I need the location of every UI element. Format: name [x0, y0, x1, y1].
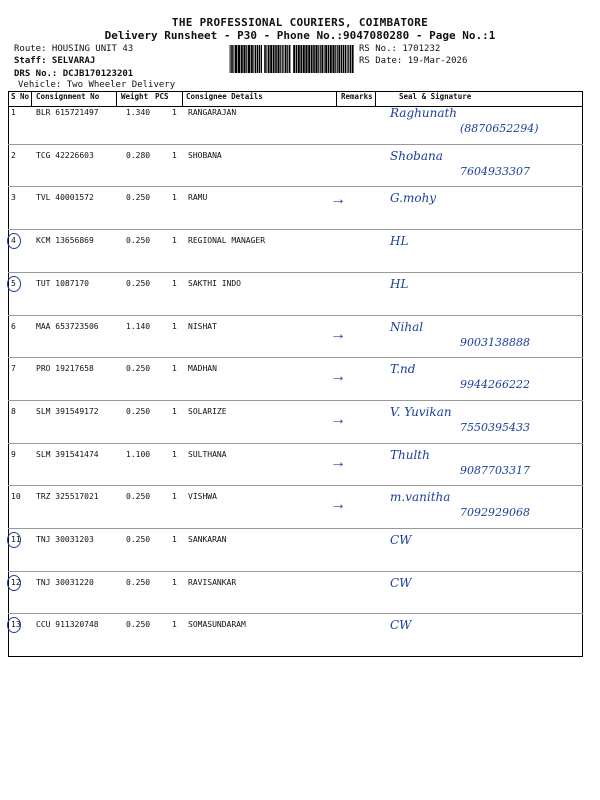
signature-name: CW [390, 575, 412, 590]
row-separator [8, 485, 583, 486]
cell-pcs: 1 [172, 364, 177, 374]
signature-name: Raghunath [390, 106, 458, 120]
cell-consignee: SHOBANA [188, 150, 222, 160]
rs-no-label: RS No.: 1701232 [359, 44, 441, 54]
col-header-seal: Seal & Signature [399, 92, 472, 101]
row-separator [8, 528, 583, 529]
cell-sno: 11 [11, 535, 21, 544]
cell-pcs: 1 [172, 535, 177, 544]
cell-weight: 0.250 [126, 620, 151, 630]
cell-pcs: 1 [172, 150, 177, 160]
staff-label: Staff: SELVARAJ [14, 56, 96, 66]
row-separator [8, 613, 583, 614]
cell-sno: 3 [11, 193, 16, 203]
row-separator [8, 144, 583, 145]
vehicle-label: Vehicle: Two Wheeler Delivery [18, 80, 176, 90]
header-rule [8, 106, 583, 107]
cell-consignee: RANGARAJAN [188, 108, 237, 117]
cell-pcs: 1 [172, 193, 177, 203]
cell-sno: 8 [11, 406, 16, 416]
cell-consignment: KCM 13656869 [36, 236, 94, 246]
col-divider [375, 91, 376, 107]
row-separator [8, 400, 583, 401]
row-separator [8, 571, 583, 572]
cell-weight: 1.140 [126, 321, 151, 331]
col-divider [182, 91, 183, 107]
cell-consignee: SANKARAN [188, 535, 227, 544]
cell-pcs: 1 [172, 620, 177, 630]
cell-sno: 13 [11, 620, 21, 630]
signature-name: CW [390, 533, 412, 547]
cell-consignee: REGIONAL MANAGER [188, 236, 266, 246]
row-separator [8, 272, 583, 273]
cell-pcs: 1 [172, 449, 177, 459]
signature-name: HL [390, 276, 409, 291]
row-separator [8, 443, 583, 444]
signature-name: Nihal [390, 319, 424, 334]
cell-consignee: SULTHANA [188, 449, 227, 459]
cell-consignee: SOMASUNDARAM [188, 620, 246, 630]
cell-pcs: 1 [172, 321, 177, 331]
cell-pcs: 1 [172, 108, 177, 117]
company-title: THE PROFESSIONAL COURIERS, COIMBATORE [171, 16, 429, 29]
cell-pcs: 1 [172, 577, 177, 587]
row-separator [8, 229, 583, 230]
cell-consignment: TCG 42226603 [36, 150, 94, 160]
cell-consignment: MAA 653723506 [36, 321, 99, 331]
cell-sno: 10 [11, 492, 21, 502]
signature-name: HL [390, 234, 409, 249]
route-label: Route: HOUSING UNIT 43 [14, 44, 134, 54]
cell-weight: 0.250 [126, 364, 151, 374]
signature-name: Shobana [390, 148, 443, 163]
cell-weight: 0.250 [126, 535, 151, 544]
cell-consignee: MADHAN [188, 364, 217, 374]
cell-consignment: SLM 391549172 [36, 406, 99, 416]
signature-name: G.mohy [390, 191, 437, 206]
cell-weight: 0.250 [126, 492, 151, 502]
cell-sno: 1 [11, 108, 16, 117]
signature-phone: 7092929068 [460, 506, 530, 520]
col-header-sno: S No [11, 92, 30, 101]
signature-phone: 9003138888 [460, 335, 530, 349]
col-header-weight: Weight [121, 92, 149, 101]
cell-consignee: SAKTHI INDO [188, 278, 241, 288]
cell-weight: 0.250 [126, 278, 151, 288]
cell-sno: 5 [11, 278, 16, 288]
cell-consignment: PRO 19217658 [36, 364, 94, 374]
cell-pcs: 1 [172, 492, 177, 502]
cell-weight: 0.250 [126, 406, 151, 416]
cell-sno: 12 [11, 577, 21, 587]
cell-weight: 0.250 [126, 577, 151, 587]
cell-sno: 2 [11, 150, 16, 160]
cell-consignee: RAMU [188, 193, 208, 203]
col-header-pcs: PCS [155, 92, 169, 101]
row-separator [8, 357, 583, 358]
drs-label: DRS No.: DCJB170123201 [14, 69, 134, 79]
signature-phone: 9087703317 [460, 463, 530, 477]
cell-weight: 0.280 [126, 150, 151, 160]
cell-weight: 1.100 [126, 449, 151, 459]
cell-sno: 4 [11, 236, 16, 246]
col-header-consignee: Consignee Details [186, 92, 263, 101]
row-separator [8, 186, 583, 187]
barcode-image [228, 45, 356, 73]
col-header-remarks: Remarks [341, 92, 373, 101]
col-divider [336, 91, 337, 107]
signature-phone: 7550395433 [460, 420, 530, 434]
cell-consignee: VISHWA [188, 492, 217, 502]
cell-consignment: TNJ 30031203 [36, 535, 94, 544]
cell-consignment: CCU 911320748 [36, 620, 99, 630]
remark-arrow-mark: → [330, 368, 346, 386]
signature-name: T.nd [390, 362, 416, 377]
cell-weight: 0.250 [126, 193, 151, 203]
signature-phone: 9944266222 [460, 378, 530, 392]
cell-consignee: SOLARIZE [188, 406, 227, 416]
cell-pcs: 1 [172, 406, 177, 416]
col-divider [116, 91, 117, 107]
cell-consignment: TNJ 30031220 [36, 577, 94, 587]
signature-name: CW [390, 618, 412, 633]
cell-consignee: NISHAT [188, 321, 217, 331]
rs-date-label: RS Date: 19-Mar-2026 [359, 56, 468, 66]
cell-weight: 1.340 [126, 108, 151, 117]
remark-arrow-mark: → [330, 410, 346, 428]
signature-name: m.vanitha [390, 490, 451, 505]
signature-name: Thulth [390, 447, 430, 462]
signature-phone: (8870652294) [460, 122, 539, 135]
cell-consignment: SLM 391541474 [36, 449, 99, 459]
cell-sno: 7 [11, 364, 16, 374]
cell-sno: 6 [11, 321, 16, 331]
remark-arrow-mark: → [330, 325, 346, 343]
signature-phone: 7604933307 [460, 164, 530, 178]
runsheet-subtitle: Delivery Runsheet - P30 - Phone No.:9047080280 - Page No.:1 [104, 29, 496, 42]
cell-consignment: BLR 615721497 [36, 108, 99, 117]
cell-consignee: RAVISANKAR [188, 577, 237, 587]
cell-consignment: TVL 40001572 [36, 193, 94, 203]
col-header-consignment: Consignment No [36, 92, 100, 101]
cell-pcs: 1 [172, 278, 177, 288]
cell-pcs: 1 [172, 236, 177, 246]
remark-arrow-mark: → [330, 191, 346, 209]
remark-arrow-mark: → [330, 496, 346, 514]
cell-sno: 9 [11, 449, 16, 459]
signature-name: V. Yuvikan [390, 404, 452, 419]
cell-consignment: TRZ 325517021 [36, 492, 99, 502]
col-divider [31, 91, 32, 107]
cell-weight: 0.250 [126, 236, 151, 246]
cell-consignment: TUT 1087170 [36, 278, 89, 288]
remark-arrow-mark: → [330, 453, 346, 471]
row-separator [8, 315, 583, 316]
